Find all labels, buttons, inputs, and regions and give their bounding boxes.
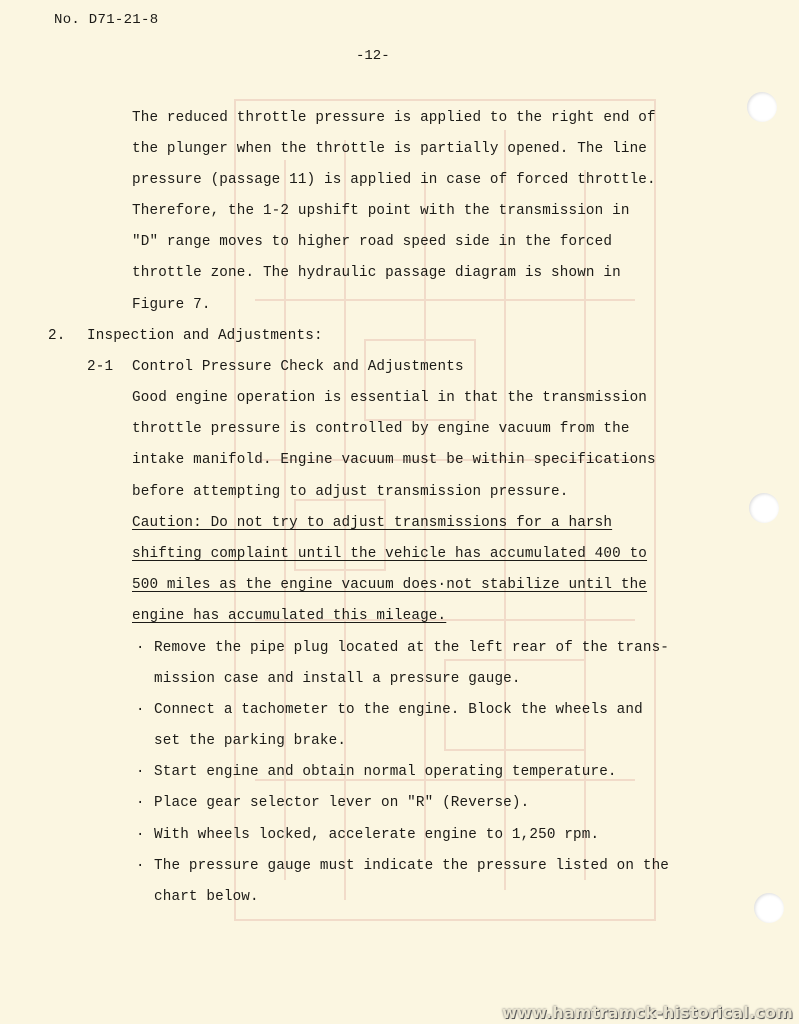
intro-line: The reduced throttle pressure is applied to the right end of <box>132 110 656 126</box>
caution-line: shifting complaint until the vehicle has accumulated 400 to <box>132 546 648 562</box>
step-line: Place gear selector lever on "R" (Reverse). <box>154 795 530 811</box>
paragraph-line: before attempting to adjust transmission pressure. <box>132 484 569 500</box>
caution-line: 500 miles as the engine vacuum does·not stabilize until the <box>132 577 648 593</box>
site-watermark: www.hamtramck-historical.com <box>501 1003 793 1022</box>
intro-line: the plunger when the throttle is partially opened. The line <box>132 141 648 157</box>
step-line: set the parking brake. <box>154 733 347 749</box>
step-line: The pressure gauge must indicate the pressure listed on the <box>154 858 670 874</box>
intro-line: Figure 7. <box>132 297 211 313</box>
bullet-glyph: · <box>136 702 145 718</box>
step-line: Start engine and obtain normal operating temperature. <box>154 764 617 780</box>
page-number: -12- <box>356 48 390 64</box>
binder-hole-top <box>747 92 777 122</box>
step-line: With wheels locked, accelerate engine to 1,250 rpm. <box>154 827 600 843</box>
section-title: Inspection and Adjustments: <box>87 328 323 344</box>
bullet-glyph: · <box>136 764 145 780</box>
caution-line: Caution: Do not try to adjust transmissions for a harsh <box>132 515 613 531</box>
paragraph-line: intake manifold. Engine vacuum must be within specifications <box>132 452 656 468</box>
bullet-glyph: · <box>136 640 145 656</box>
subsection-title: Control Pressure Check and Adjustments <box>132 359 464 375</box>
bullet-glyph: · <box>136 858 145 874</box>
paragraph-line: throttle pressure is controlled by engine vacuum from the <box>132 421 630 437</box>
intro-line: throttle zone. The hydraulic passage diagram is shown in <box>132 265 621 281</box>
bullet-glyph: · <box>136 827 145 843</box>
step-line: mission case and install a pressure gauge. <box>154 671 521 687</box>
intro-line: Therefore, the 1-2 upshift point with the transmission in <box>132 203 630 219</box>
paragraph-line: Good engine operation is essential in that the transmission <box>132 390 648 406</box>
step-line: Connect a tachometer to the engine. Block the wheels and <box>154 702 643 718</box>
bullet-glyph: · <box>136 795 145 811</box>
binder-hole-middle <box>749 493 779 523</box>
caution-line: engine has accumulated this mileage. <box>132 608 447 624</box>
step-line: Remove the pipe plug located at the left rear of the trans- <box>154 640 670 656</box>
document-number: No. D71-21-8 <box>54 12 159 28</box>
step-line: chart below. <box>154 889 259 905</box>
intro-line: pressure (passage 11) is applied in case of forced throttle. <box>132 172 656 188</box>
intro-line: "D" range moves to higher road speed side in the forced <box>132 234 613 250</box>
binder-hole-bottom <box>754 893 784 923</box>
section-number: 2. <box>48 328 66 344</box>
subsection-number: 2-1 <box>87 359 114 375</box>
